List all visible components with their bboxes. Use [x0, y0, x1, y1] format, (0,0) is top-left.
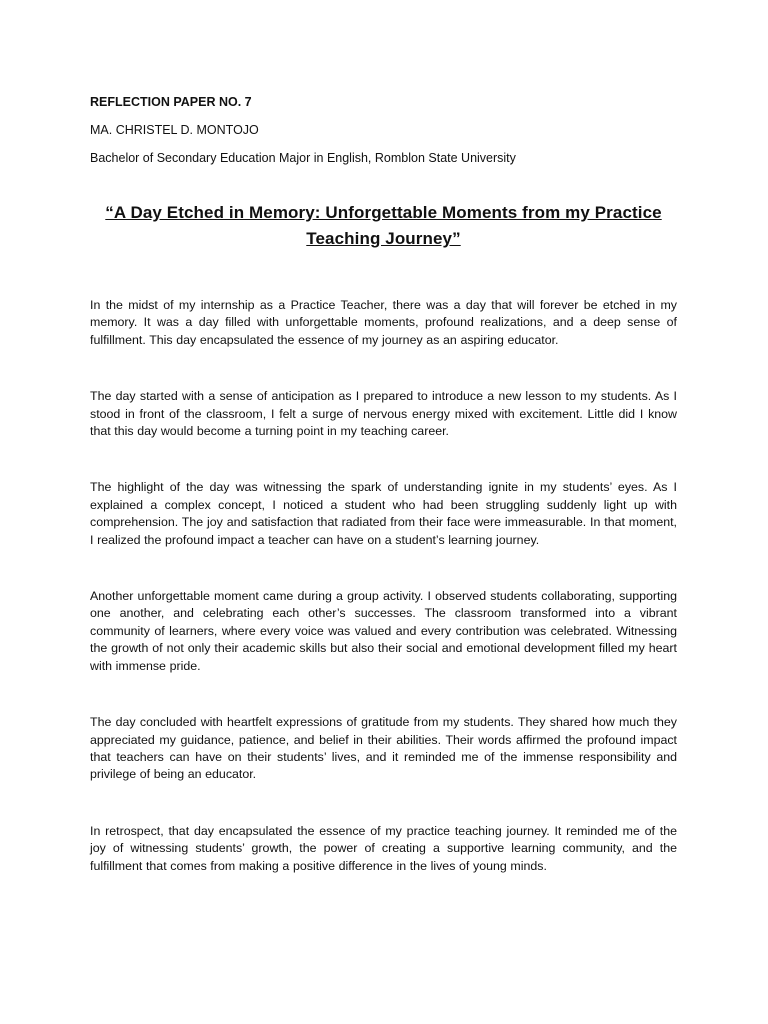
paragraph: The day started with a sense of anticipation as I prepared to introduce a new lesson to my students. As I stood in front of the classroom, I felt a surge of nervous energy mixed with excitement. Little did I know that this day would become a turning point in my teaching career.	[90, 389, 677, 439]
paragraph: In the midst of my internship as a Practice Teacher, there was a day that will forever be etched in my memory. It was a day filled with unforgettable moments, profound realizations, and a deep sense of fulfillment. This day encapsulated the essence of my journey as an aspiring educator.	[90, 298, 677, 347]
paragraph: Another unforgettable moment came during a group activity. I observed students collaborating, supporting one another, and celebrating each other’s successes. The classroom transformed into a vibrant community of learners, where every voice was valued and every contribution was celebrated. Witnessing the growth of not only their academic skills but also their social and emotional development filled my heart with immense pride.	[90, 589, 677, 673]
paper-title: “A Day Etched in Memory: Unforgettable Moments from my Practice Teaching Journey”	[105, 203, 662, 248]
paper-number: REFLECTION PAPER NO. 7	[90, 95, 252, 109]
paragraph: The highlight of the day was witnessing the spark of understanding ignite in my students’ eyes. As I explained a complex concept, I noticed a student who had been struggling suddenly light up with comprehension. The joy and satisfaction that radiated from their face were immeasurable. In that moment, I realized the profound impact a teacher can have on a student’s learning journey.	[90, 480, 677, 547]
paragraph: In retrospect, that day encapsulated the essence of my practice teaching journey. It reminded me of the joy of witnessing students’ growth, the power of creating a supportive learning community, and the fulfillment that comes from making a positive difference in the lives of young minds.	[90, 823, 677, 873]
program-affiliation: Bachelor of Secondary Education Major in English, Romblon State University	[90, 151, 516, 165]
paragraph: The day concluded with heartfelt expressions of gratitude from my students. They shared how much they appreciated my guidance, patience, and belief in their abilities. Their words affirmed the profound impact that teachers can have on their students’ lives, and it reminded me of the immense responsibility and privilege of being an educator.	[90, 715, 677, 782]
body-text	[90, 297, 677, 875]
document-page	[90, 94, 677, 914]
author-name: MA. CHRISTEL D. MONTOJO	[90, 123, 259, 137]
